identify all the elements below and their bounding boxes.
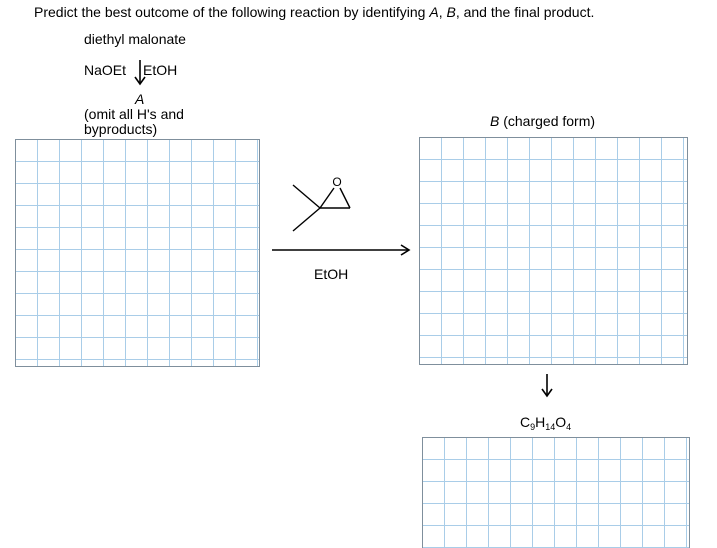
drawing-canvas-final[interactable]	[422, 437, 690, 548]
formula-h-count: 14	[545, 422, 556, 432]
formula-h: H	[535, 414, 546, 430]
question-text	[34, 4, 594, 20]
question-var-b: B	[446, 4, 456, 20]
omit-note-line2: byproducts)	[84, 121, 158, 137]
formula-o: O	[555, 414, 567, 430]
question-var-a: A	[429, 4, 439, 20]
product-a-label: A	[135, 91, 145, 107]
reagent-naoet: NaOEt	[84, 62, 127, 78]
drawing-canvas-a[interactable]	[15, 139, 260, 367]
product-b-note: (charged form)	[499, 113, 596, 129]
right-arrow-icon	[270, 240, 415, 260]
solvent-etoh-step2: EtOH	[314, 266, 349, 282]
down-arrow-icon-step3	[537, 372, 557, 400]
formula-o-count: 4	[566, 422, 572, 432]
question-prefix: Predict the best outcome of the following reaction by identifying	[34, 4, 430, 20]
reagent-etoh-step1: EtOH	[143, 62, 178, 78]
question-sep: ,	[438, 4, 447, 20]
question-suffix: , and the final product.	[455, 4, 595, 20]
omit-note-line1: (omit all H's and	[84, 106, 184, 122]
formula-c: C	[520, 414, 531, 430]
final-formula	[520, 414, 571, 432]
product-b-var: B	[490, 113, 500, 129]
drawing-canvas-b[interactable]	[419, 137, 688, 365]
reactant-label: diethyl malonate	[84, 31, 186, 47]
formula-c-count: 9	[530, 422, 536, 432]
epoxide-oxygen-label: O	[332, 175, 342, 189]
product-b-label	[490, 113, 595, 129]
epoxide-structure-icon	[290, 172, 370, 242]
